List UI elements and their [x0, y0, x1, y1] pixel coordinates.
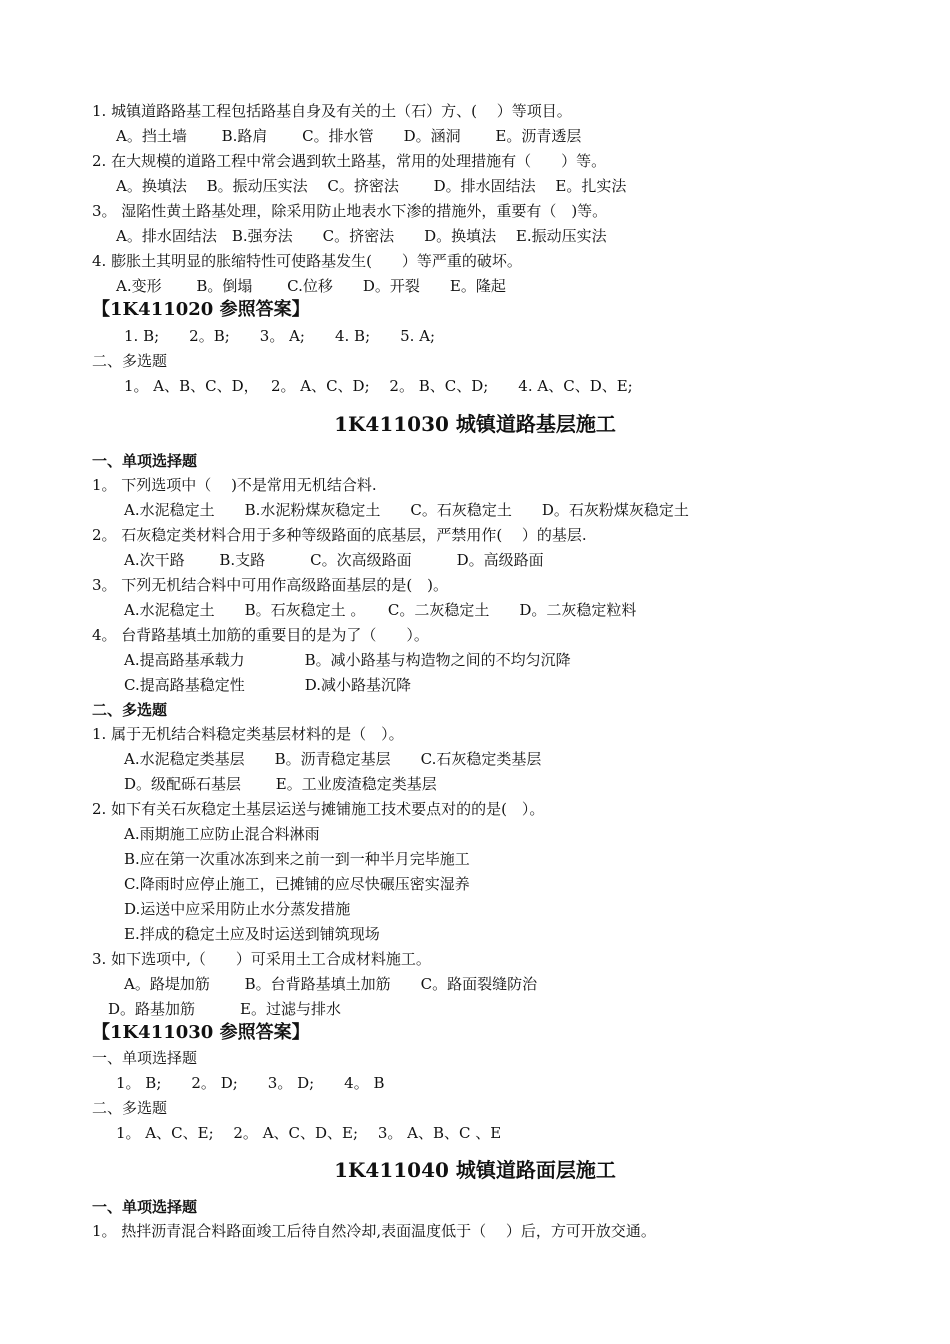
options-line: A.雨期施工应防止混合料淋雨: [124, 825, 320, 843]
answer-heading: 【1K411020 参照答案】: [92, 299, 310, 320]
options-line: A。排水固结法 B.强夯法 C。挤密法 D。换填法 E.振动压实法: [116, 227, 607, 245]
question-line: 4. 膨胀土其明显的胀缩特性可使路基发生( ）等严重的破坏。: [92, 252, 522, 270]
options-line: A。挡土墙 B.路肩 C。排水管 D。涵洞 E。沥青透层: [116, 127, 582, 145]
answer-heading: 【1K411030 参照答案】: [92, 1022, 310, 1043]
question-line: 3. 如下选项中,（ ）可采用土工合成材料施工。: [92, 950, 431, 968]
options-line: C.降雨时应停止施工，已摊铺的应尽快碾压密实湿养: [124, 875, 470, 893]
options-line: D。路基加筋 E。过滤与排水: [108, 1000, 341, 1018]
options-line: A.提高路基承载力 B。减小路基与构造物之间的不均匀沉降: [124, 651, 571, 669]
answer-line: 1. B; 2。B; 3。 A; 4. B; 5. A;: [124, 327, 436, 345]
options-line: B.应在第一次重冰冻到来之前一到一种半月完毕施工: [124, 850, 470, 868]
question-line: 1。 热拌沥青混合料路面竣工后待自然冷却,表面温度低于（ ）后，方可开放交通。: [92, 1222, 656, 1240]
question-line: 4。 台背路基填土加筋的重要目的是为了（ ）。: [92, 626, 429, 644]
options-line: A。路堤加筋 B。台背路基填土加筋 C。路面裂缝防治: [124, 975, 538, 993]
question-line: 3。 湿陷性黄土路基处理，除采用防止地表水下渗的措施外，重要有（ )等。: [92, 202, 608, 220]
options-line: A.水泥稳定土 B.水泥粉煤灰稳定土 C。石灰稳定土 D。石灰粉煤灰稳定土: [124, 501, 689, 519]
section-label: 一、单项选择题: [92, 452, 198, 470]
question-line: 1. 城镇道路路基工程包括路基自身及有关的土（石）方、( ）等项目。: [92, 102, 572, 120]
section-label: 二、多选题: [92, 701, 168, 719]
question-line: 2. 如下有关石灰稳定土基层运送与摊铺施工技术要点对的的是( ）。: [92, 800, 545, 818]
options-line: D。级配砾石基层 E。工业废渣稳定类基层: [124, 775, 437, 793]
question-line: 2. 在大规模的道路工程中常会遇到软土路基，常用的处理措施有（ ）等。: [92, 152, 607, 170]
answer-line: 1。 B; 2。 D; 3。 D; 4。 B: [116, 1074, 385, 1092]
options-line: C.提高路基稳定性 D.减小路基沉降: [124, 676, 411, 694]
question-line: 3。 下列无机结合料中可用作高级路面基层的是( )。: [92, 576, 449, 594]
answer-line: 1。 A、B、C、D， 2。 A、C、D; 2。 B、C、D; 4. A、C、D、E;: [124, 377, 633, 395]
options-line: D.运送中应采用防止水分蒸发措施: [124, 900, 351, 918]
question-line: 1。 下列选项中（ )不是常用无机结合料.: [92, 476, 377, 494]
question-line: 1. 属于无机结合料稳定类基层材料的是（ ）。: [92, 725, 404, 743]
section-label: 二、多选题: [92, 352, 168, 370]
section-title: 1K411030 城镇道路基层施工: [334, 412, 616, 436]
options-line: A.水泥稳定土 B。石灰稳定土 。 C。二灰稳定土 D。二灰稳定粒料: [124, 601, 637, 619]
section-label: 一、单项选择题: [92, 1198, 198, 1216]
options-line: E.拌成的稳定土应及时运送到铺筑现场: [124, 925, 380, 943]
options-line: A.次干路 B.支路 C。次高级路面 D。高级路面: [124, 551, 544, 569]
options-line: A.水泥稳定类基层 B。沥青稳定基层 C.石灰稳定类基层: [124, 750, 542, 768]
options-line: A.变形 B。倒塌 C.位移 D。开裂 E。隆起: [116, 277, 506, 295]
options-line: A。换填法 B。振动压实法 C。挤密法 D。排水固结法 E。扎实法: [116, 177, 627, 195]
section-label: 一、单项选择题: [92, 1049, 198, 1067]
answer-line: 1。 A、C、E; 2。 A、C、D、E; 3。 A、B、C 、E: [116, 1124, 502, 1142]
question-line: 2。 石灰稳定类材料合用于多种等级路面的底基层，严禁用作( ）的基层.: [92, 526, 587, 544]
section-title: 1K411040 城镇道路面层施工: [334, 1158, 616, 1182]
section-label: 二、多选题: [92, 1099, 168, 1117]
